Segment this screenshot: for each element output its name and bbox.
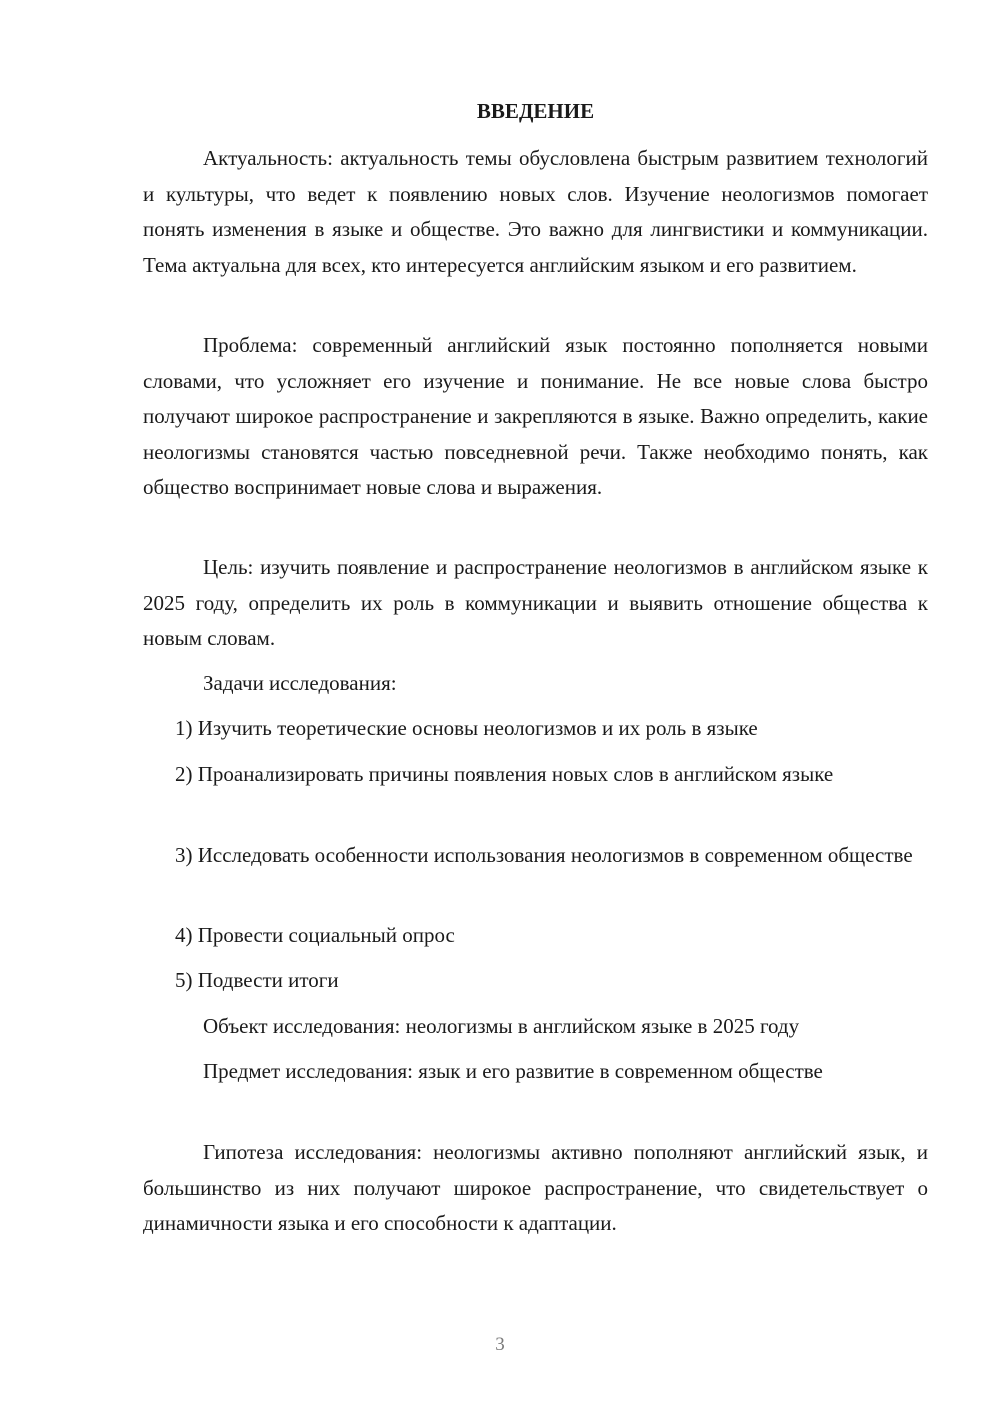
page-title: ВВЕДЕНИЕ [476, 99, 595, 123]
paragraph-object: Объект исследования: неологизмы в английском языке в 2025 году [203, 1014, 800, 1038]
tasks-heading: Задачи исследования: [203, 671, 397, 695]
task-item-3: 3) Исследовать особенности использования неологизмов в современном обществе [175, 843, 913, 867]
paragraph-problem: Проблема: современный английский язык постоянно пополняется новыми словами, что усложняет его изучение и понимание. Не все новые слова быстро получают широкое распространение и закрепляются в языке. Важно определить, какие неологизмы становятся частью повседневной речи. Также необходимо понять, как общество воспринимает новые слова и выражения. [143, 333, 928, 499]
page-number: 3 [495, 1334, 505, 1355]
task-item-4: 4) Провести социальный опрос [175, 923, 455, 947]
task-item-1: 1) Изучить теоретические основы неологизмов и их роль в языке [175, 716, 758, 740]
paragraph-relevance: Актуальность: актуальность темы обусловлена быстрым развитием технологий и культуры, что ведет к появлению новых слов. Изучение неологизмов помогает понять изменения в языке и обществе. Это важно для лингвистики и коммуникации. Тема актуальна для всех, кто интересуется английским языком и его развитием. [143, 146, 928, 277]
task-item-2: 2) Проанализировать причины появления новых слов в английском языке [175, 762, 834, 786]
paragraph-goal: Цель: изучить появление и распространение неологизмов в английском языке к 2025 году, определить их роль в коммуникации и выявить отношение общества к новым словам. [143, 555, 928, 650]
paragraph-subject: Предмет исследования: язык и его развитие в современном обществе [203, 1059, 823, 1083]
paragraph-hypothesis: Гипотеза исследования: неологизмы активно пополняют английский язык, и большинство из них получают широкое распространение, что свидетельствует о динамичности языка и его способности к адаптации. [143, 1140, 928, 1235]
task-item-5: 5) Подвести итоги [175, 968, 339, 992]
